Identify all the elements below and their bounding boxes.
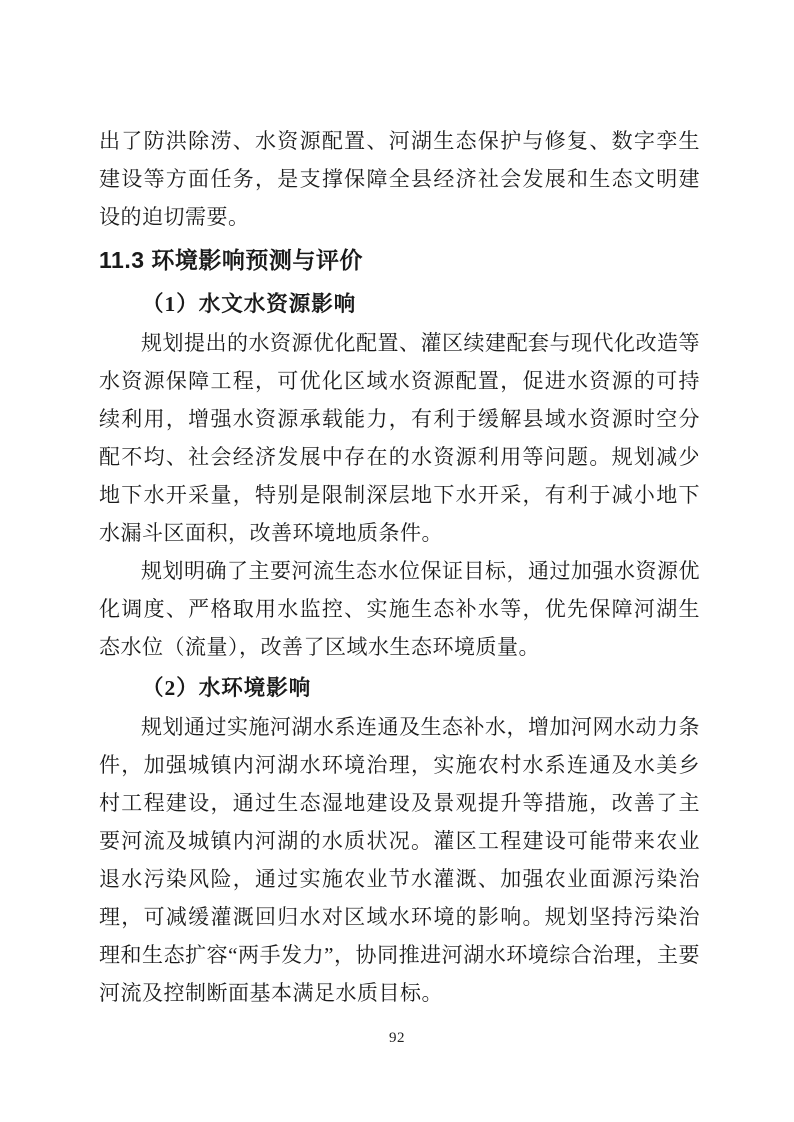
sub-heading-hydrology-water-resources: （1）水文水资源影响 — [142, 292, 357, 316]
page-number: 92 — [389, 1030, 405, 1046]
paragraph-water-resources-1: 规划提出的水资源优化配置、灌区续建配套与现代化改造等水资源保障工程，可优化区域水资源配置，促进水资源的可持续利用，增强水资源承载能力，有利于缓解县域水资源时空分配不均、社会经济发展中存在的水资源利用等问题。规划减少地下水开采量，特别是限制深层地下水开采，有利于减小地下水漏斗区面积，改善环境地质条件。 — [99, 331, 700, 545]
paragraph-water-resources-2: 规划明确了主要河流生态水位保证目标，通过加强水资源优化调度、严格取用水监控、实施生态补水等，优先保障河湖生态水位（流量），改善了区域水生态环境质量。 — [99, 559, 700, 659]
page-content — [99, 122, 700, 1012]
paragraph-water-environment-1: 规划通过实施河湖水系连通及生态补水，增加河网水动力条件，加强城镇内河湖水环境治理，实施农村水系连通及水美乡村工程建设，通过生态湿地建设及景观提升等措施，改善了主要河流及城镇内河湖的水质状况。灌区工程建设可能带来农业退水污染风险，通过实施农业节水灌溉、加强农业面源污染治理，可减缓灌溉回归水对区域水环境的影响。规划坚持污染治理和生态扩容“两手发力”，协同推进河湖水环境综合治理，主要河流及控制断面基本满足水质目标。 — [99, 715, 700, 1005]
intro-paragraph: 出了防洪除涝、水资源配置、河湖生态保护与修复、数字孪生建设等方面任务，是支撑保障全县经济社会发展和生态文明建设的迫切需要。 — [99, 129, 700, 229]
section-heading-11-3: 11.3 环境影响预测与评价 — [99, 247, 363, 273]
sub-heading-water-environment: （2）水环境影响 — [142, 676, 312, 700]
